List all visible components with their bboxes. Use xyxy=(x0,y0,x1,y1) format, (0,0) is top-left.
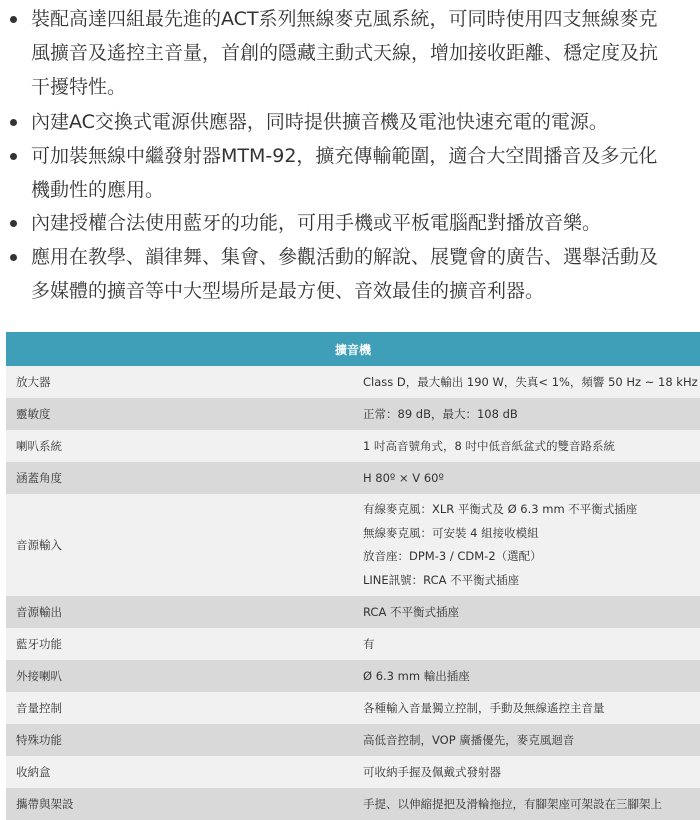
spec-value xyxy=(353,494,700,596)
spec-label: 藍牙功能 xyxy=(6,628,353,660)
spec-value xyxy=(353,628,700,660)
spec-label: 音源輸入 xyxy=(6,494,353,596)
spec-value-line: Ø 6.3 mm 輸出插座 xyxy=(363,669,470,683)
spec-label: 音量控制 xyxy=(6,692,353,724)
spec-value-line: 手提、以伸縮提把及滑輪拖拉，有腳架座可架設在三腳架上 xyxy=(363,797,662,811)
feature-text xyxy=(31,206,691,240)
spec-value xyxy=(353,596,700,628)
spec-value xyxy=(353,430,700,462)
feature-text-line: 機動性的應用。 xyxy=(31,179,165,201)
spec-label: 特殊功能 xyxy=(6,724,353,756)
spec-table-header-row xyxy=(6,332,700,366)
bullet-dot-icon xyxy=(10,119,17,126)
feature-text-line: 干擾特性。 xyxy=(31,76,127,98)
spec-value xyxy=(353,462,700,494)
spec-value xyxy=(353,756,700,788)
table-row xyxy=(6,462,700,494)
spec-value xyxy=(353,366,700,398)
spec-label: 收納盒 xyxy=(6,756,353,788)
spec-value-line: LINE訊號：RCA 不平衡式插座 xyxy=(363,572,520,587)
feature-text-line: 風擴音及遙控主音量，首創的隱藏主動式天線，增加接收距離、穩定度及抗 xyxy=(31,42,659,64)
spec-value-line: 各種輸入音量獨立控制，手動及無線遙控主音量 xyxy=(363,701,605,715)
spec-value-line: 無線麥克風：可安裝 4 組接收模組 xyxy=(363,525,539,540)
table-row xyxy=(6,756,700,788)
feature-text-line: 裝配高達四組最先進的ACT系列無線麥克風系統，可同時使用四支無線麥克 xyxy=(31,8,658,30)
spec-value-line: 可收納手握及佩戴式發射器 xyxy=(363,765,501,779)
spec-label: 攜帶與架設 xyxy=(6,788,353,820)
table-row xyxy=(6,692,700,724)
spec-value-line: H 80º × V 60º xyxy=(363,471,444,485)
spec-value-line: 正常：89 dB，最大：108 dB xyxy=(363,407,518,421)
feature-text-line: 多媒體的擴音等中大型場所是最方便、音效最佳的擴音利器。 xyxy=(31,280,545,302)
spec-label: 涵蓋角度 xyxy=(6,462,353,494)
table-row xyxy=(6,788,700,820)
table-row xyxy=(6,366,700,398)
spec-table xyxy=(6,332,700,820)
feature-text xyxy=(31,2,691,104)
feature-text-line: 可加裝無線中繼發射器MTM-92，擴充傳輸範圍，適合大空間播音及多元化 xyxy=(31,145,658,167)
table-row xyxy=(6,724,700,756)
spec-value-line: 有線麥克風：XLR 平衡式及 Ø 6.3 mm 不平衡式插座 xyxy=(363,502,638,516)
spec-value-line: 放音座：DPM-3 / CDM-2（選配） xyxy=(363,549,542,563)
spec-value xyxy=(353,724,700,756)
spec-label: 音源輸出 xyxy=(6,596,353,628)
table-row xyxy=(6,398,700,430)
bullet-dot-icon xyxy=(10,153,17,160)
spec-value-line: 1 吋高音號角式，8 吋中低音紙盆式的雙音路系統 xyxy=(363,439,615,453)
spec-value xyxy=(353,692,700,724)
spec-label: 外接喇叭 xyxy=(6,660,353,692)
bullet-dot-icon xyxy=(10,254,17,261)
spec-value xyxy=(353,788,700,820)
spec-label: 喇叭系統 xyxy=(6,430,353,462)
spec-table-body xyxy=(6,366,700,820)
feature-text-line: 應用在教學、韻律舞、集會、參觀活動的解說、展覽會的廣告、選舉活動及 xyxy=(31,246,659,268)
table-row xyxy=(6,628,700,660)
bullet-dot-icon xyxy=(10,16,17,23)
spec-label: 放大器 xyxy=(6,366,353,398)
table-row xyxy=(6,430,700,462)
spec-value xyxy=(353,398,700,430)
spec-label: 靈敏度 xyxy=(6,398,353,430)
spec-value-line: Class D，最大輸出 190 W，失真< 1%，頻響 50 Hz ~ 18 kHz xyxy=(363,375,698,389)
feature-text xyxy=(31,139,691,207)
spec-value-line: 有 xyxy=(363,637,375,651)
feature-text xyxy=(31,240,691,308)
spec-value-line: RCA 不平衡式插座 xyxy=(363,605,459,619)
feature-text xyxy=(31,105,691,139)
feature-text-line: 內建AC交換式電源供應器，同時提供擴音機及電池快速充電的電源。 xyxy=(31,111,608,133)
spec-value xyxy=(353,660,700,692)
bullet-dot-icon xyxy=(10,220,17,227)
table-row xyxy=(6,596,700,628)
table-row xyxy=(6,494,700,596)
table-row xyxy=(6,660,700,692)
spec-table-header: 擴音機 xyxy=(6,332,700,366)
feature-text-line: 內建授權合法使用藍牙的功能，可用手機或平板電腦配對播放音樂。 xyxy=(31,212,602,234)
spec-value-line: 高低音控制，VOP 廣播優先，麥克風迴音 xyxy=(363,733,575,747)
